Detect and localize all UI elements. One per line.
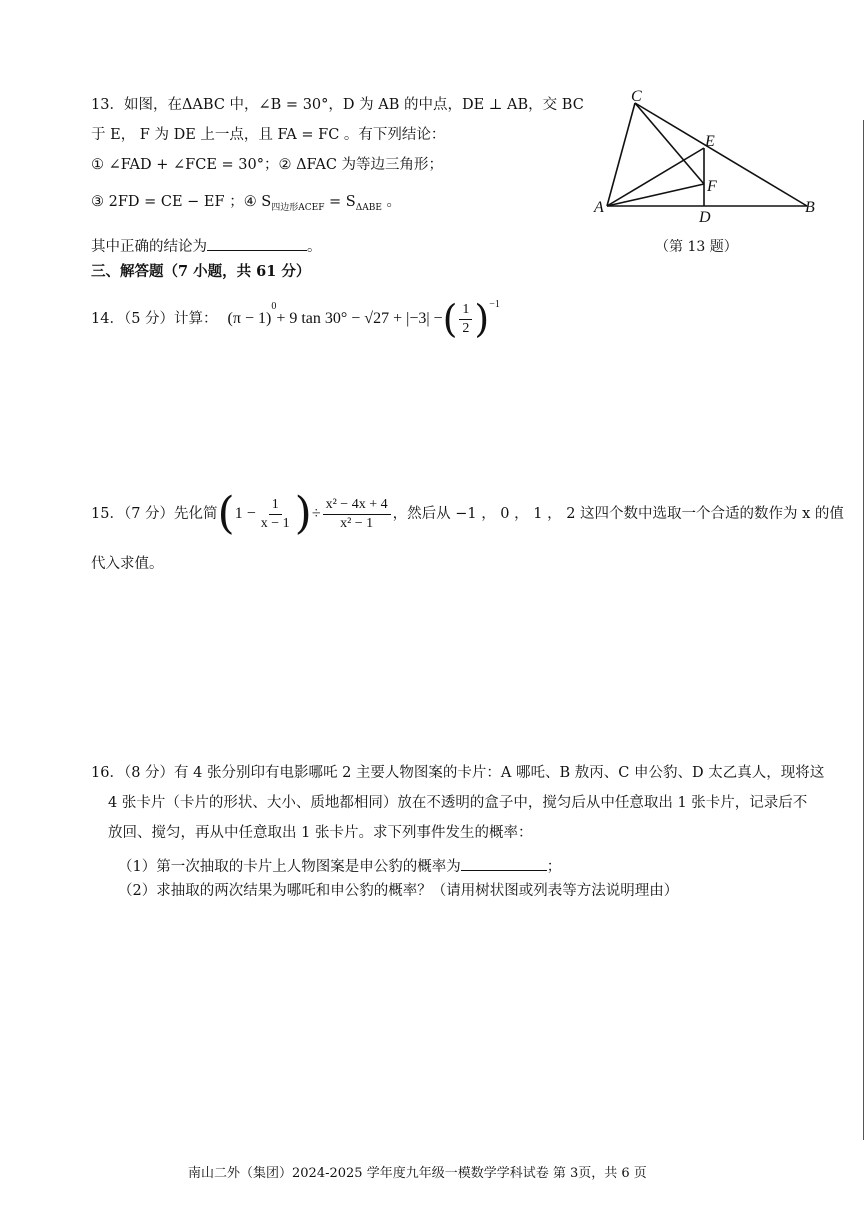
label-b: B	[805, 199, 815, 216]
q16-line-2: 4 张卡片（卡片的形状、大小、质地都相同）放在不透明的盒子中，搅匀后从中任意取出 1 张卡片，记录后不	[108, 795, 808, 811]
q13-conclusion-3: ③ 2FD = CE − EF ；④ S	[91, 194, 272, 210]
q15-f1-num: 1	[269, 498, 282, 515]
q16-sub-1	[118, 856, 561, 875]
segment-ae	[607, 148, 704, 206]
q14	[91, 297, 500, 341]
q15-f2-num: x² − 4x + 4	[323, 498, 391, 515]
q13-answer-blank[interactable]	[207, 236, 307, 251]
q15-divide: ÷	[311, 505, 321, 522]
q13-line-2: 于 E， F 为 DE 上一点，且 FA = FC 。有下列结论：	[91, 127, 446, 143]
q13-line-5	[91, 236, 322, 255]
segment-cf	[635, 103, 704, 184]
label-d: D	[699, 209, 711, 226]
segment-ac	[607, 103, 635, 206]
q15-right-paren: )	[294, 488, 312, 539]
label-e: E	[705, 133, 715, 150]
q14-left-paren: (	[442, 297, 458, 341]
q13-line-3: ① ∠FAD + ∠FCE = 30°；② ΔFAC 为等边三角形；	[91, 157, 444, 173]
label-f: F	[707, 178, 717, 195]
q13-line-1: 13．如图，在ΔABC 中，∠B = 30°，D 为 AB 的中点，DE ⊥ AB，交 BC	[91, 97, 584, 113]
q16-sub1-prompt: （1）第一次抽取的卡片上人物图案是申公豹的概率为	[118, 859, 461, 875]
q16-sub1-end: ；	[546, 859, 562, 875]
segment-cb	[635, 103, 807, 206]
q14-expr-b: + 9 tan 30° − √27 + |−3| −	[276, 310, 443, 327]
q15-line-2: 代入求值。	[91, 556, 164, 572]
q13-answer-end: 。	[307, 239, 322, 255]
q15-suffix: ，然后从 −1 ， 0 ， 1 ， 2 这四个数中选取一个合适的数作为 x 的值	[392, 505, 844, 522]
q13-answer-prompt: 其中正确的结论为	[91, 239, 207, 255]
q15-one: 1 −	[234, 505, 256, 522]
section-3-heading: 三、解答题（7 小题，共 61 分）	[91, 263, 311, 280]
q15-line-1	[91, 488, 844, 539]
q14-fraction	[459, 303, 472, 336]
q13-line-4	[91, 195, 401, 213]
q13-end-mark: 。	[381, 194, 402, 210]
q14-exp-zero: 0	[271, 301, 277, 312]
q14-exp-neg-one: −1	[489, 299, 500, 310]
q15-fraction-1	[258, 498, 293, 531]
q15-f1-den: x − 1	[260, 515, 290, 531]
q16-line-3: 放回、搅匀，再从中任意取出 1 张卡片。求下列事件发生的概率：	[108, 825, 533, 841]
segment-af	[607, 184, 704, 206]
q14-prefix: 14．（5 分）计算：	[91, 310, 218, 327]
q15-f2-den: x² − 1	[340, 515, 374, 531]
page-footer: 南山二外（集团）2024-2025 学年度九年级一模数学学科试卷 第 3页，共 6 页	[188, 1166, 647, 1181]
q16-line-1: 16．（8 分）有 4 张分别印有电影哪吒 2 主要人物图案的卡片：A 哪吒、B 敖丙、C 申公豹、D 太乙真人，现将这	[91, 765, 825, 781]
q13-sub-acef: 四边形ACEF	[271, 202, 325, 213]
page-edge-rule	[863, 120, 864, 1140]
q13-triangle-figure	[585, 88, 825, 228]
q16-sub1-blank[interactable]	[461, 856, 547, 871]
q15-left-paren: (	[217, 488, 235, 539]
q14-right-paren: )	[474, 297, 490, 341]
q16-sub-2: （2）求抽取的两次结果为哪吒和申公豹的概率？（请用树状图或列表等方法说明理由）	[118, 883, 679, 899]
q14-frac-num: 1	[459, 303, 472, 320]
q13-equals-s: = S	[324, 194, 356, 210]
q13-sub-abe: ΔABE	[355, 202, 382, 213]
q15-prefix: 15．（7 分）先化简	[91, 505, 218, 522]
q14-frac-den: 2	[462, 320, 470, 336]
label-a: A	[594, 199, 604, 216]
q14-expr-a: (π − 1)	[227, 310, 272, 327]
q15-fraction-2	[323, 498, 391, 531]
q13-figure-caption: （第 13 题）	[655, 239, 738, 255]
label-c: C	[631, 88, 642, 105]
